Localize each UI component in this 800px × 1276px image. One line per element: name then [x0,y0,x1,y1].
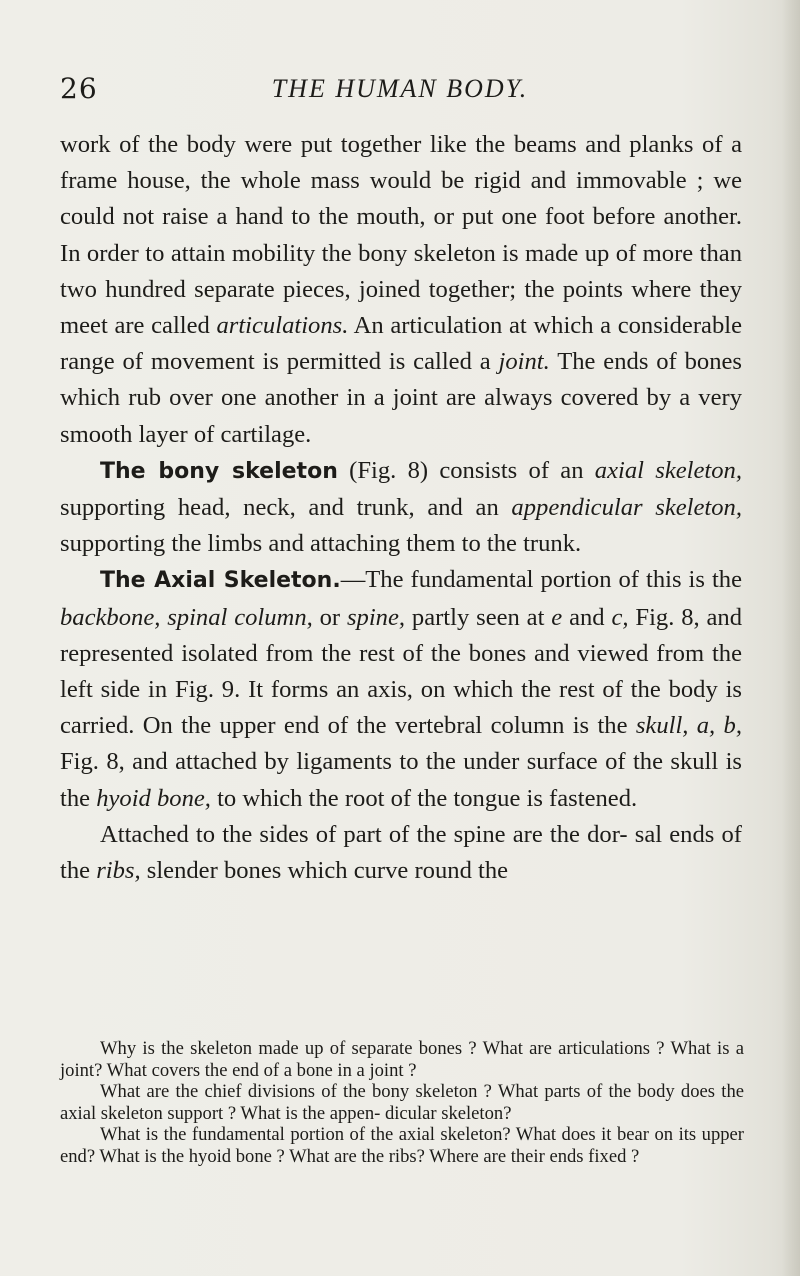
term-backbone: backbone, spinal column, [60,603,313,631]
running-head: THE HUMAN BODY. [271,74,529,103]
run-in-heading: The bony skeleton [100,458,338,484]
term-skull: skull, a, b, [635,712,742,740]
page-edge-shadow [782,0,800,1276]
paragraph-axial-skeleton: The Axial Skeleton.—The fundamental portion of this is the backbone, spinal column, or spine, partly seen at e and c, Fig. 8, and represented isolated from the rest of the bones and viewed from the left side in Fig. 9. It forms an axis, on which the rest of the body is carried. On the upper end of the vertebral column is the skull, a, b, Fig. 8, and attached by ligaments to the under surface of the skull is the hyoid bone, to which the root of the tongue is fastened. [60,566,743,812]
paragraph-continuation: work of the body were put together like the beams and planks of a frame house, the whole mass would be rigid and immovable ; we could not raise a hand to the mouth, or put one foot before another. In order to attain mobility the bony skeleton is made up of more than two hundred separate pieces, joined together; the points where they meet are called articulations. An articulation at which a considerable range of movement is permitted is called a joint. The ends of bones which rub over one another in a joint are always covered by a very smooth layer of cartilage. [60,131,742,448]
page-header [60,72,740,112]
term-appendicular-skeleton: appendicular skeleton, [511,494,742,522]
term-axial-skeleton: axial skeleton, [594,456,742,484]
term-articulations: articulations. [216,312,349,340]
body-text [60,127,742,889]
paragraph-bony-skeleton: The bony skeleton (Fig. 8) consists of an axial skeleton, supporting head, neck, and trunk, and an appendicular skeleton, supporting the limbs and attaching them to the trunk. [60,456,742,558]
question-block: What are the chief divisions of the bony skeleton ? What parts of the body does the axial skeleton support ? What is the appen- dicular skeleton? [60,1081,744,1124]
term-joint: joint. [498,348,550,376]
term-spine: spine, [346,603,406,631]
review-questions [60,1038,744,1167]
question-block: Why is the skeleton made up of separate bones ? What are articulations ? What is a joint? What covers the end of a bone in a joint ? [60,1038,744,1081]
run-in-heading: The Axial Skeleton. [100,568,341,594]
figure-label-e: e [551,603,563,631]
term-ribs: ribs, [96,857,141,885]
question-block: What is the fundamental portion of the axial skeleton? What does it bear on its upper end? What is the hyoid bone ? What are the ribs? Where are their ends fixed ? [60,1124,744,1167]
page-number: 26 [60,72,98,105]
term-hyoid-bone: hyoid bone, [96,784,211,812]
paragraph-ribs: Attached to the sides of part of the spine are the dor- sal ends of the ribs, slender bones which curve round the [60,820,742,885]
figure-label-c: c, [611,603,629,631]
